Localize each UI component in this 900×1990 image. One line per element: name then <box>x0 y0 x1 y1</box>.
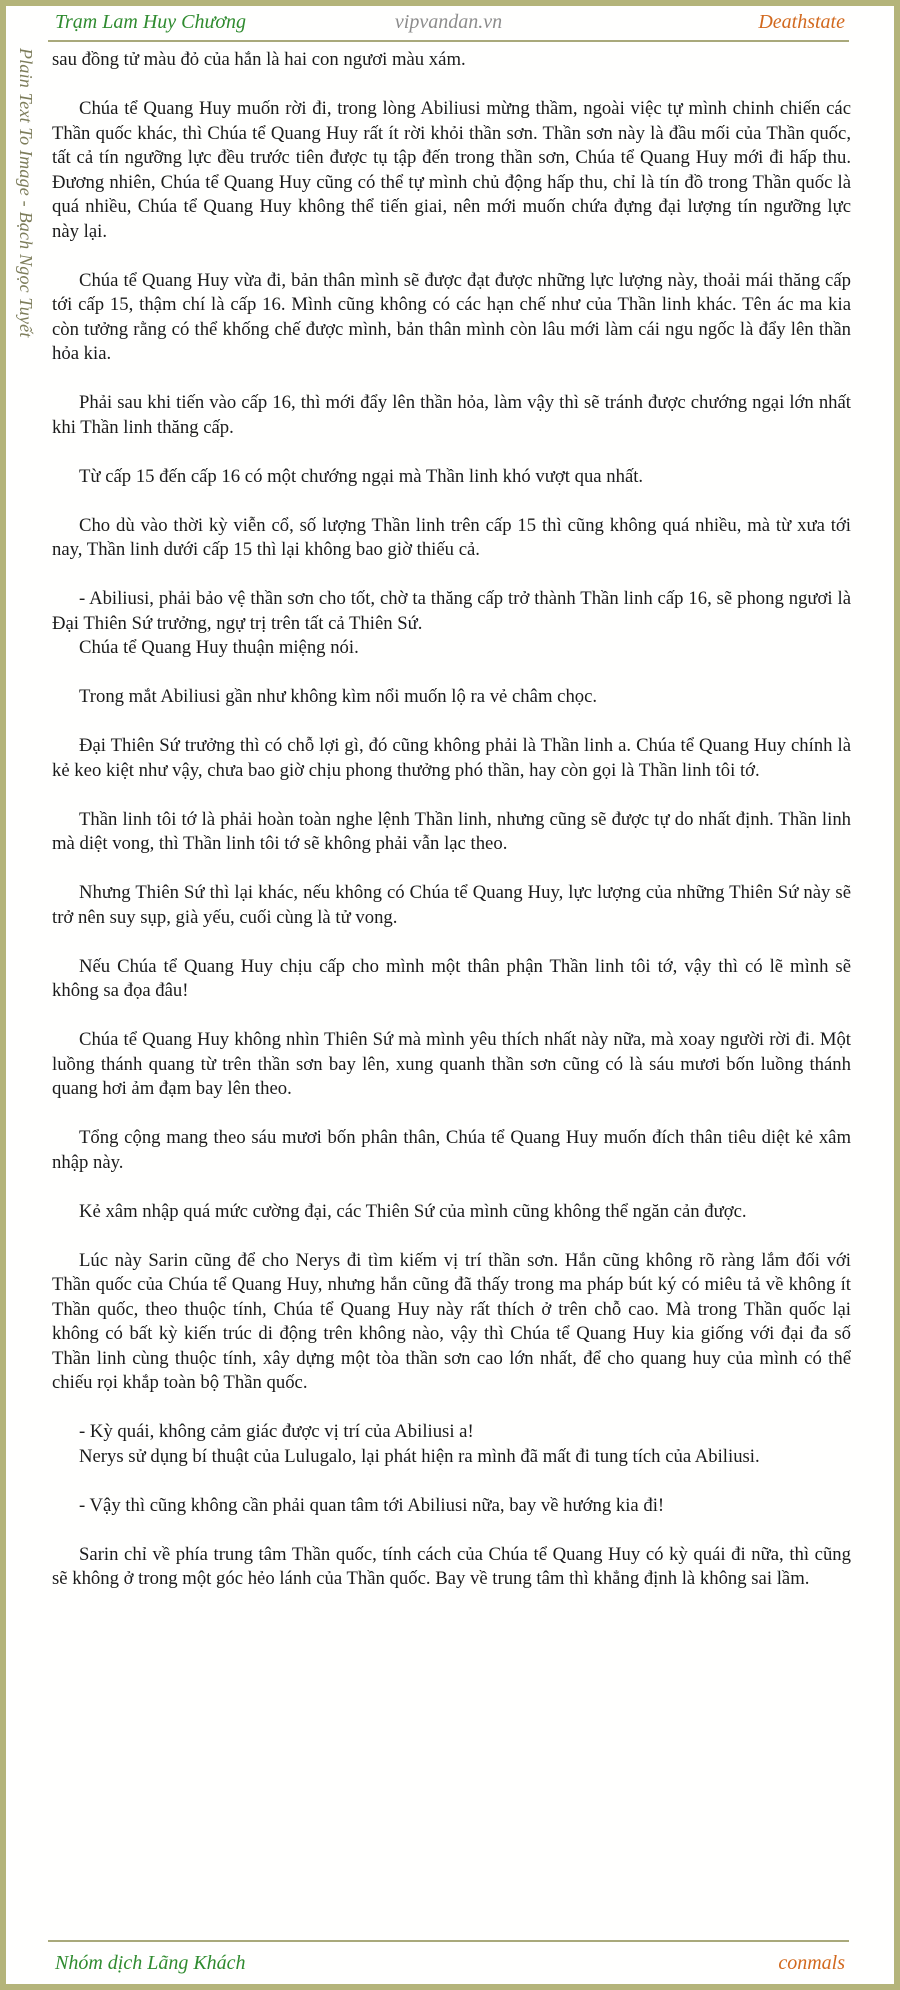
dialogue-line: - Abiliusi, phải bảo vệ thần sơn cho tốt, chờ ta thăng cấp trở thành Thần linh cấp 16, sẽ phong ngươi là Đại Thiên Sứ trưởng, ngự trị trên tất cả Thiên Sứ. <box>52 588 851 634</box>
paragraph: Nếu Chúa tể Quang Huy chịu cấp cho mình một thân phận Thần linh tôi tớ, vậy thì có lẽ mình sẽ không sa đọa đâu! <box>52 955 851 1001</box>
chapter-text <box>52 48 851 1616</box>
side-watermark-caption: Plain Text To Image - Bạch Ngọc Tuyết <box>16 48 36 338</box>
paragraph: Tổng cộng mang theo sáu mươi bốn phân thân, Chúa tể Quang Huy muốn đích thân tiêu diệt kẻ xâm nhập này. <box>52 1127 851 1173</box>
paragraph: Phải sau khi tiến vào cấp 16, thì mới đẩy lên thần hỏa, làm vậy thì sẽ tránh được chướng ngại lớn nhất khi Thần linh thăng cấp. <box>52 392 851 438</box>
paragraph: Cho dù vào thời kỳ viễn cổ, số lượng Thần linh trên cấp 15 thì cũng không quá nhiều, mà từ xưa tới nay, Thần linh dưới cấp 15 thì lại không bao giờ thiếu cả. <box>52 514 851 560</box>
footer-translator-group: Nhóm dịch Lãng Khách <box>55 1952 246 1974</box>
header-book-title: Trạm Lam Huy Chương <box>55 11 247 33</box>
paragraph: Kẻ xâm nhập quá mức cường đại, các Thiên Sứ của mình cũng không thể ngăn cản được. <box>79 1200 747 1222</box>
paragraph: Nerys sử dụng bí thuật của Lulugalo, lại phát hiện ra mình đã mất đi tung tích của Abiliusi. <box>79 1445 760 1467</box>
dialogue-line: - Kỳ quái, không cảm giác được vị trí của Abiliusi a! <box>79 1421 474 1442</box>
paragraph: Từ cấp 15 đến cấp 16 có một chướng ngại mà Thần linh khó vượt qua nhất. <box>79 465 644 487</box>
page-footer <box>48 1940 849 1978</box>
header-site: vipvandan.vn <box>394 11 503 33</box>
paragraph: Chúa tể Quang Huy muốn rời đi, trong lòng Abiliusi mừng thầm, ngoài việc tự mình chinh chiến các Thần quốc khác, thì Chúa tể Quang Huy rất ít rời khỏi thần sơn. Thần sơn này là đầu mối của Thần quốc, tất cả tín ngưỡng lực đều trước tiên được tụ tập đến trong thần sơn, Chúa tể Quang Huy mới đi hấp thu. Đương nhiên, Chúa tể Quang Huy cũng có thể tự mình chủ động hấp thu, chỉ là tín đồ trong Thần quốc là quá nhiều, Chúa tể Quang Huy không thể tiến giai, nên mới muốn chứa đựng đại lượng tín ngưỡng lực này lại. <box>52 98 851 242</box>
paragraph: Thần linh tôi tớ là phải hoàn toàn nghe lệnh Thần linh, nhưng cũng sẽ được tự do nhất định. Thần linh mà diệt vong, thì Thần linh tôi tớ sẽ không phải vẫn lạc theo. <box>52 808 851 854</box>
paragraph: Chúa tể Quang Huy không nhìn Thiên Sứ mà mình yêu thích nhất này nữa, mà xoay người rời đi. Một luồng thánh quang từ trên thần sơn bay lên, xung quanh thần sơn cũng có là sáu mươi bốn luồng thánh quang hơi ảm đạm bay lên theo. <box>52 1029 851 1099</box>
paragraph: Đại Thiên Sứ trưởng thì có chỗ lợi gì, đó cũng không phải là Thần linh a. Chúa tể Quang Huy chính là kẻ keo kiệt như vậy, chưa bao giờ chịu phong thưởng phó thần, hay còn gọi là Thần linh tôi tớ. <box>52 735 851 781</box>
paragraph: Nhưng Thiên Sứ thì lại khác, nếu không có Chúa tể Quang Huy, lực lượng của những Thiên Sứ này sẽ trở nên suy sụp, già yếu, cuối cùng là tử vong. <box>52 882 851 928</box>
paragraph: Sarin chỉ về phía trung tâm Thần quốc, tính cách của Chúa tể Quang Huy có kỳ quái đi nữa, thì cũng sẽ không ở trong một góc hẻo lánh của Thần quốc. Bay về trung tâm thì khẳng định là không sai lầm. <box>52 1543 851 1589</box>
header-author: Deathstate <box>758 11 845 33</box>
page-header <box>48 6 849 42</box>
paragraph: sau đồng tử màu đỏ của hắn là hai con ngươi màu xám. <box>52 49 466 70</box>
paragraph: Lúc này Sarin cũng để cho Nerys đi tìm kiếm vị trí thần sơn. Hắn cũng không rõ ràng lắm đối với Thần quốc của Chúa tể Quang Huy, nhưng hắn cũng đã thấy trong ma pháp bút ký có miêu tả về không ít Thần quốc, theo thuộc tính, Chúa tể Quang Huy này rất thích ở trên chỗ cao. Mà trong Thần quốc lại không có bất kỳ kiến trúc di động trên không nào, vậy thì Chúa tể Quang Huy kia giống với đại đa số Thần linh cùng thuộc tính, xây dựng một tòa thần sơn cao lớn nhất, để cho quang huy của mình có thể chiếu rọi khắp toàn bộ Thần quốc. <box>52 1249 851 1393</box>
paragraph: Chúa tể Quang Huy thuận miệng nói. <box>79 637 359 658</box>
paragraph: Trong mắt Abiliusi gần như không kìm nổi muốn lộ ra vẻ châm chọc. <box>79 686 598 707</box>
paragraph: Chúa tể Quang Huy vừa đi, bản thân mình sẽ được đạt được những lực lượng này, thoải mái thăng cấp tới cấp 15, thậm chí là cấp 16. Mình cũng không có các hạn chế như của Thần linh khác. Tên ác ma kia còn tưởng rằng có thể khống chế được mình, bản thân mình còn lâu mới làm cái ngu ngốc là đẩy lên thần hỏa kia. <box>52 269 851 364</box>
dialogue-line: - Vậy thì cũng không cần phải quan tâm tới Abiliusi nữa, bay về hướng kia đi! <box>79 1494 665 1516</box>
footer-editor: conmals <box>778 1952 845 1974</box>
